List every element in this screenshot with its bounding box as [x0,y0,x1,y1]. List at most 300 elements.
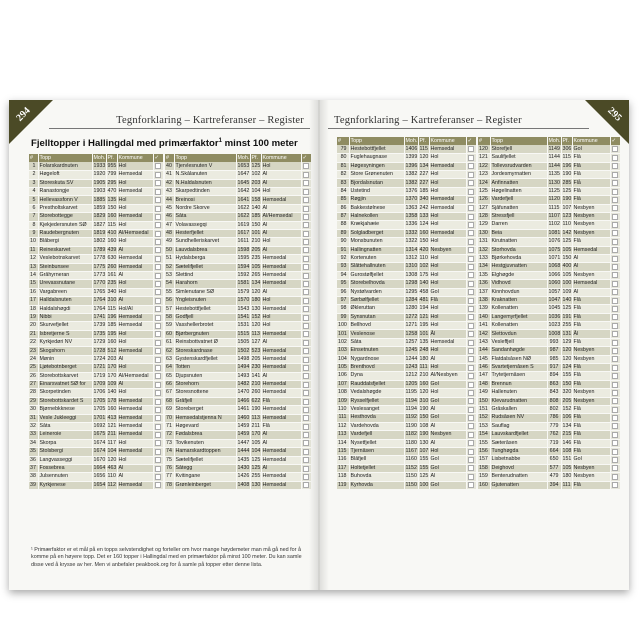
peak-prominence: 523 [251,347,261,354]
peak-checkbox[interactable] [468,474,474,480]
peak-checkbox[interactable] [155,382,161,388]
peak-checkbox[interactable] [468,163,474,169]
peak-table-3 [337,137,477,490]
col-pf: Pf. [561,137,572,145]
peak-checkbox[interactable] [468,298,474,304]
peak-checkbox[interactable] [303,315,309,321]
peak-height: 1447 [237,439,250,446]
peak-checkbox[interactable] [468,457,474,463]
peak-checkbox[interactable] [612,230,618,236]
peak-checkbox[interactable] [303,231,309,237]
peak-prominence: 105 [562,271,572,278]
peak-number: 66 [165,381,174,389]
peak-checkbox[interactable] [468,415,474,421]
peak-checkbox[interactable] [612,247,618,253]
peak-checkbox[interactable] [303,180,309,186]
peak-checkbox[interactable] [612,382,618,388]
peak-checkbox[interactable] [155,222,161,228]
checkbox-cell [153,389,163,397]
peak-name: Blåfjell [349,456,404,464]
peak-number: 84 [337,187,349,195]
peak-checkbox[interactable] [155,273,161,279]
peak-prominence: 127 [251,339,261,346]
peak-checkbox[interactable] [612,474,618,480]
peak-checkbox[interactable] [612,407,618,413]
table-row [478,305,620,313]
peak-checkbox[interactable] [468,340,474,346]
table-row [337,380,476,388]
peak-prominence: 105 [562,246,572,253]
peak-checkbox[interactable] [303,298,309,304]
checkbox-cell [301,171,311,179]
table-header-row [29,154,163,162]
peak-checkbox[interactable] [303,432,309,438]
peak-height: 1494 [237,364,250,371]
peak-number: 147 [478,372,490,380]
peak-checkbox[interactable] [468,407,474,413]
peak-checkbox[interactable] [468,180,474,186]
peak-municipality: Hemsedal [261,381,301,389]
peak-checkbox[interactable] [155,331,161,337]
checkbox-cell [153,271,163,279]
peak-number: 22 [29,339,38,347]
peak-number: 148 [478,380,490,388]
table-row [29,255,163,263]
peak-checkbox[interactable] [612,163,618,169]
table-row [337,372,476,380]
peak-checkbox[interactable] [303,281,309,287]
peak-prominence: 210 [419,372,429,379]
peak-checkbox[interactable] [303,365,309,371]
peak-name: Volavassegqi [174,221,236,229]
checkbox-cell [610,372,620,380]
peak-name: Sætelifjellet [174,263,236,271]
peak-checkbox[interactable] [468,189,474,195]
peak-checkbox[interactable] [303,399,309,405]
peak-checkbox[interactable] [612,348,618,354]
peak-height: 1642 [237,188,250,195]
peak-name: Krækjahæie [349,221,404,229]
peak-checkbox[interactable] [155,457,161,463]
col-num: # [478,137,490,145]
peak-number: 10 [29,238,38,246]
peak-name: Darren [490,221,547,229]
peak-municipality: Hemsedal [117,448,153,456]
peak-prominence: 111 [419,364,428,371]
peak-checkbox[interactable] [303,424,309,430]
table-row [165,406,311,414]
peak-checkbox[interactable] [155,197,161,203]
page-number: 294 [14,105,33,124]
peak-checkbox[interactable] [303,172,309,178]
peak-checkbox[interactable] [612,398,618,404]
peak-checkbox[interactable] [468,440,474,446]
peak-checkbox[interactable] [612,457,618,463]
peak-checkbox[interactable] [612,289,618,295]
peak-checkbox[interactable] [303,247,309,253]
peak-prominence: 439 [107,246,117,253]
table-row [478,271,620,279]
peak-prominence: 481 [419,296,429,303]
peak-checkbox[interactable] [612,440,618,446]
peak-checkbox[interactable] [612,197,618,203]
peak-checkbox[interactable] [468,423,474,429]
checkbox-cell [466,238,476,246]
peak-number: 13 [29,263,38,271]
peak-name: Bjørnebkknese [38,406,92,414]
peak-checkbox[interactable] [468,465,474,471]
peak-checkbox[interactable] [468,482,474,488]
peak-checkbox[interactable] [155,172,161,178]
table-row [165,448,311,456]
peak-number: 47 [165,221,174,229]
peak-checkbox[interactable] [612,390,618,396]
peak-prominence: 622 [251,397,261,404]
peak-municipality: Hol [117,456,153,464]
peak-checkbox[interactable] [303,340,309,346]
checkbox-cell [153,221,163,229]
peak-municipality: Flå [572,439,610,447]
peak-municipality: Hemsedal [429,162,466,170]
peak-name: Storhovda [490,246,547,254]
peak-checkbox[interactable] [468,398,474,404]
peak-checkbox[interactable] [468,365,474,371]
peak-name: Mønin [38,355,92,363]
peak-checkbox[interactable] [155,348,161,354]
table-row [165,330,311,338]
peak-number: 71 [165,423,174,431]
peak-checkbox[interactable] [155,407,161,413]
peak-checkbox[interactable] [468,373,474,379]
peak-height: 1075 [548,246,561,253]
peak-checkbox[interactable] [303,449,309,455]
peak-checkbox[interactable] [612,146,618,152]
peak-checkbox[interactable] [468,432,474,438]
checkbox-cell [610,330,620,338]
title-text: Fjelltopper i Hallingdal med primærfaktor [31,138,219,150]
peak-checkbox[interactable] [468,314,474,320]
peak-checkbox[interactable] [155,264,161,270]
checkbox-cell [153,431,163,439]
col-kommune: Kommune [261,154,301,162]
peak-checkbox[interactable] [612,432,618,438]
peak-checkbox[interactable] [303,415,309,421]
peak-number: 135 [478,271,490,279]
peak-checkbox[interactable] [468,281,474,287]
peak-height: 1594 [237,263,250,270]
peak-checkbox[interactable] [303,256,309,262]
peak-name: Hestebottfjellet [349,145,404,153]
peak-checkbox[interactable] [612,155,618,161]
peak-checkbox[interactable] [155,180,161,186]
peak-prominence: 134 [562,422,572,429]
peak-checkbox[interactable] [303,214,309,220]
checkbox-cell [301,372,311,380]
checkbox-cell [153,372,163,380]
peak-checkbox[interactable] [303,197,309,203]
peak-checkbox[interactable] [468,264,474,270]
peak-municipality: Hemsedal [261,473,301,481]
peak-name: Skogshorn [38,347,92,355]
peak-checkbox[interactable] [155,466,161,472]
peak-checkbox[interactable] [468,230,474,236]
peak-checkbox[interactable] [468,356,474,362]
peak-checkbox[interactable] [612,482,618,488]
peak-checkbox[interactable] [468,390,474,396]
peak-checkbox[interactable] [612,365,618,371]
peak-checkbox[interactable] [303,264,309,270]
peak-checkbox[interactable] [612,222,618,228]
peak-prominence: 160 [107,406,117,413]
peak-checkbox[interactable] [303,306,309,312]
peak-checkbox[interactable] [468,289,474,295]
peak-checkbox[interactable] [155,281,161,287]
peak-checkbox[interactable] [468,205,474,211]
peak-checkbox[interactable] [303,474,309,480]
checkbox-cell [610,431,620,439]
peak-checkbox[interactable] [612,314,618,320]
peak-checkbox[interactable] [468,155,474,161]
peak-checkbox[interactable] [155,323,161,329]
peak-checkbox[interactable] [612,415,618,421]
peak-checkbox[interactable] [612,272,618,278]
peak-checkbox[interactable] [612,214,618,220]
peak-checkbox[interactable] [468,172,474,178]
peak-checkbox[interactable] [612,465,618,471]
peak-checkbox[interactable] [155,424,161,430]
peak-name: Skarpedtinden [174,188,236,196]
peak-municipality: Flå [572,196,610,204]
peak-checkbox[interactable] [303,482,309,488]
peak-checkbox[interactable] [155,231,161,237]
peak-checkbox[interactable] [468,222,474,228]
peak-number: 142 [478,330,490,338]
peak-municipality: Flå [572,171,610,179]
peak-prominence: 185 [251,213,261,220]
peak-checkbox[interactable] [468,239,474,245]
peak-checkbox[interactable] [303,331,309,337]
peak-height: 1674 [93,439,106,446]
peak-checkbox[interactable] [468,256,474,262]
peak-height: 1617 [237,230,250,237]
peak-checkbox[interactable] [468,323,474,329]
peak-prominence: 180 [251,297,261,304]
peak-height: 577 [547,464,561,472]
peak-checkbox[interactable] [155,357,161,363]
peak-checkbox[interactable] [303,373,309,379]
peak-number: 82 [337,171,349,179]
peak-number: 115 [337,447,349,455]
peak-checkbox[interactable] [155,482,161,488]
peak-checkbox[interactable] [155,289,161,295]
peak-checkbox[interactable] [612,449,618,455]
peak-checkbox[interactable] [468,272,474,278]
peak-checkbox[interactable] [155,306,161,312]
peak-checkbox[interactable] [612,264,618,270]
peak-number: 140 [478,313,490,321]
peak-number: 29 [29,397,38,405]
peak-name: Anfinnatten [490,179,547,187]
peak-checkbox[interactable] [612,331,618,337]
peak-checkbox[interactable] [612,180,618,186]
checkbox-cell [466,406,476,414]
peak-table-2 [165,154,312,490]
peak-checkbox[interactable] [303,440,309,446]
peak-checkbox[interactable] [155,474,161,480]
peak-municipality: Hol [117,280,153,288]
peak-checkbox[interactable] [303,189,309,195]
peak-checkbox[interactable] [303,466,309,472]
peak-prominence: 135 [419,338,429,345]
table-row [29,456,163,464]
checkbox-cell [466,338,476,346]
peak-checkbox[interactable] [303,357,309,363]
peak-checkbox[interactable] [303,273,309,279]
peak-checkbox[interactable] [612,340,618,346]
peak-checkbox[interactable] [612,423,618,429]
peak-checkbox[interactable] [468,197,474,203]
peak-prominence: 458 [419,288,429,295]
checkbox-cell [610,305,620,313]
table-row [478,204,620,212]
peak-name: Kollenatten [490,322,547,330]
peak-name: Veslebotnskarvet [38,255,92,263]
peak-municipality: Hol [429,271,466,279]
peak-checkbox[interactable] [612,306,618,312]
checkbox-cell [610,447,620,455]
peak-checkbox[interactable] [303,390,309,396]
checkbox-cell [466,481,476,489]
peak-height: 1444 [237,448,250,455]
peak-checkbox[interactable] [155,256,161,262]
peak-municipality: Hemsedal [117,188,153,196]
peak-name: Storebottegge [38,213,92,221]
peak-checkbox[interactable] [612,373,618,379]
peak-name: Buhovda [349,473,404,481]
peak-checkbox[interactable] [468,214,474,220]
peak-prominence: 125 [419,473,429,480]
peak-checkbox[interactable] [612,239,618,245]
peak-municipality: Ål [572,254,610,262]
peak-municipality: Hol [429,213,466,221]
peak-checkbox[interactable] [155,239,161,245]
checkbox-cell [301,481,311,489]
peak-prominence: 110 [107,473,116,480]
peak-checkbox[interactable] [468,348,474,354]
peak-checkbox[interactable] [612,356,618,362]
peak-municipality: Flå [572,154,610,162]
peak-checkbox[interactable] [612,323,618,329]
col-name: Topp [490,137,547,145]
peak-checkbox[interactable] [155,214,161,220]
checkbox-cell [153,406,163,414]
peak-name: Hestebottfjellet [174,305,236,313]
peak-checkbox[interactable] [155,247,161,253]
peak-checkbox[interactable] [612,281,618,287]
peak-number: 40 [165,162,174,170]
checkbox-cell [610,406,620,414]
peak-checkbox[interactable] [155,390,161,396]
checkbox-cell [301,473,311,481]
peak-height: 1459 [237,423,250,430]
peak-checkbox[interactable] [155,365,161,371]
checkbox-cell [610,456,620,464]
peak-municipality: Flå [572,422,610,430]
peak-checkbox[interactable] [155,206,161,212]
peak-height: 1493 [237,372,250,379]
peak-checkbox[interactable] [612,298,618,304]
peak-checkbox[interactable] [468,306,474,312]
peak-prominence: 101 [251,230,261,237]
peak-checkbox[interactable] [303,382,309,388]
peak-checkbox[interactable] [155,340,161,346]
peak-checkbox[interactable] [155,298,161,304]
table-row [337,456,476,464]
peak-checkbox[interactable] [303,323,309,329]
peak-height: 1654 [93,481,106,488]
peak-checkbox[interactable] [612,256,618,262]
peak-name: Økleruttan [349,305,404,313]
peak-checkbox[interactable] [155,432,161,438]
peak-checkbox[interactable] [155,189,161,195]
peak-checkbox[interactable] [303,457,309,463]
peak-prominence: 161 [107,272,117,279]
peak-prominence: 150 [419,238,429,245]
peak-checkbox[interactable] [155,440,161,446]
peak-checkbox[interactable] [303,348,309,354]
peak-municipality: Hemsedal [117,397,153,405]
peak-prominence: 102 [251,171,261,178]
peak-prominence: 310 [419,397,429,404]
peak-prominence: 120 [251,288,261,295]
table-header-row [337,137,476,145]
peak-municipality: Ål/Hemsedal [261,213,301,221]
table-row [478,414,620,422]
peak-checkbox[interactable] [612,172,618,178]
peak-municipality: Flå [572,481,610,489]
peak-checkbox[interactable] [468,331,474,337]
peak-municipality: Ål [572,330,610,338]
checkbox-cell [466,355,476,363]
peak-checkbox[interactable] [303,222,309,228]
peak-checkbox[interactable] [155,315,161,321]
header-divider [328,128,589,129]
peak-checkbox[interactable] [612,189,618,195]
peak-height: 1459 [237,431,250,438]
peak-checkbox[interactable] [468,146,474,152]
peak-checkbox[interactable] [155,163,161,169]
peak-checkbox[interactable] [303,407,309,413]
peak-checkbox[interactable] [155,373,161,379]
checkbox-cell [153,339,163,347]
table-row [337,280,476,288]
peak-checkbox[interactable] [303,206,309,212]
peak-checkbox[interactable] [612,205,618,211]
peak-checkbox[interactable] [155,415,161,421]
peak-checkbox[interactable] [303,289,309,295]
peak-height: 1314 [405,246,418,253]
peak-checkbox[interactable] [468,449,474,455]
peak-name: Flatdalsåsen NØ [490,355,547,363]
peak-checkbox[interactable] [155,399,161,405]
peak-checkbox[interactable] [303,239,309,245]
peak-checkbox[interactable] [155,449,161,455]
peak-checkbox[interactable] [468,247,474,253]
peak-checkbox[interactable] [468,382,474,388]
peak-number: 137 [478,288,490,296]
peak-checkbox[interactable] [303,163,309,169]
checkbox-cell [610,187,620,195]
